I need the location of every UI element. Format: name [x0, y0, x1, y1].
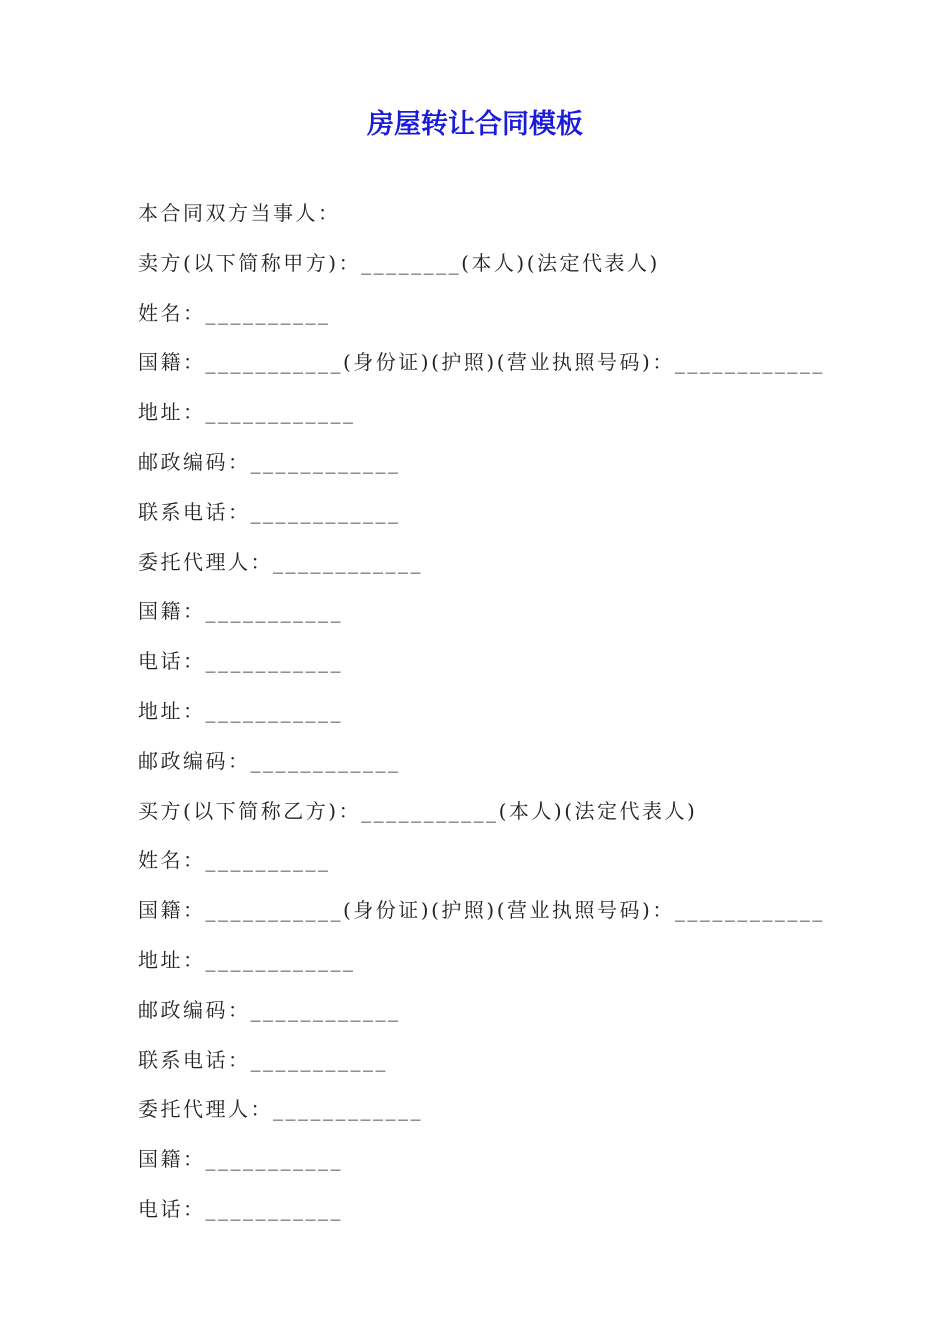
seller-postcode-line: 邮政编码：____________ — [138, 449, 401, 474]
buyer-phone-line: 联系电话：___________ — [138, 1047, 388, 1072]
seller-nationality-line: 国籍：___________(身份证)(护照)(营业执照号码)：____________ — [138, 350, 825, 375]
buyer-nationality-line: 国籍：___________(身份证)(护照)(营业执照号码)：____________ — [138, 898, 825, 923]
document-body — [138, 193, 838, 1239]
seller-agent-address-line: 地址：___________ — [138, 698, 343, 723]
buyer-name-line: 姓名：__________ — [138, 848, 331, 873]
buyer-line: 买方(以下简称乙方)：___________(本人)(法定代表人) — [138, 798, 698, 823]
document-title: 房屋转让合同模板 — [367, 109, 583, 140]
seller-address-line: 地址：____________ — [138, 400, 356, 425]
seller-agent-line: 委托代理人：____________ — [138, 549, 423, 574]
seller-name-line: 姓名：__________ — [138, 300, 331, 325]
seller-line: 卖方(以下简称甲方)：________(本人)(法定代表人) — [138, 250, 660, 275]
parties-intro-line: 本合同双方当事人： — [138, 201, 341, 225]
buyer-agent-phone-line: 电话：___________ — [138, 1196, 343, 1221]
seller-agent-nationality-line: 国籍：___________ — [138, 599, 343, 624]
buyer-postcode-line: 邮政编码：____________ — [138, 997, 401, 1022]
seller-agent-postcode-line: 邮政编码：____________ — [138, 748, 401, 773]
buyer-agent-line: 委托代理人：____________ — [138, 1097, 423, 1122]
buyer-agent-nationality-line: 国籍：___________ — [138, 1147, 343, 1172]
buyer-address-line: 地址：____________ — [138, 947, 356, 972]
seller-phone-line: 联系电话：____________ — [138, 499, 401, 524]
seller-agent-phone-line: 电话：___________ — [138, 649, 343, 674]
